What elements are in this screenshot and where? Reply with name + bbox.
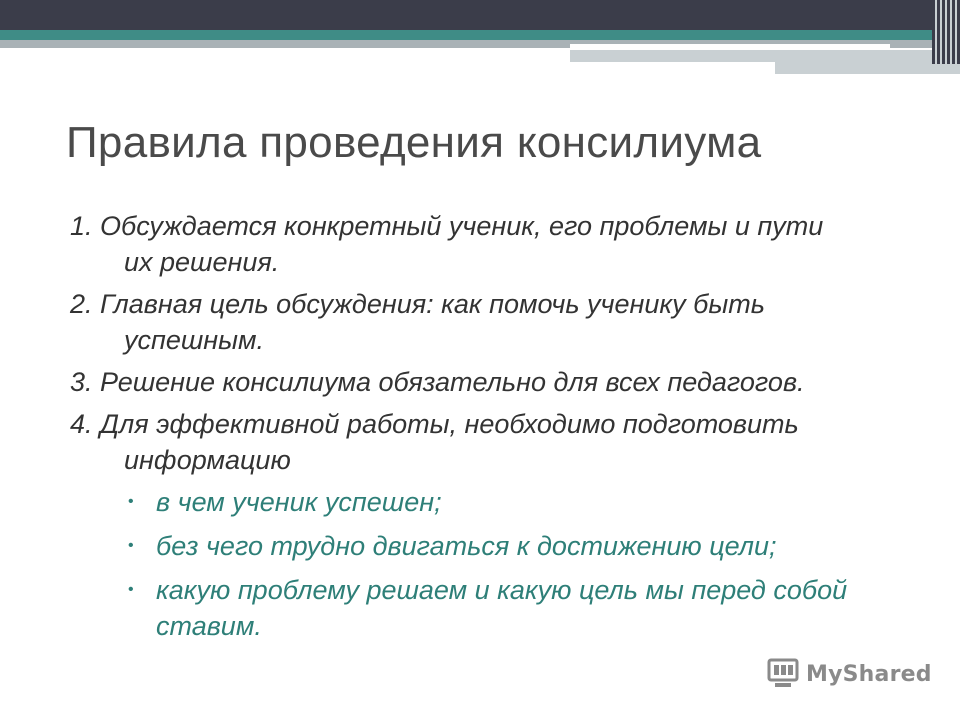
rule-1-line-1: 1. Обсуждается конкретный ученик, его проблемы и пути bbox=[70, 211, 824, 241]
mysahred-logo-icon bbox=[766, 657, 800, 691]
rule-item-2 bbox=[70, 286, 940, 358]
rule-item-3 bbox=[70, 364, 940, 400]
bullet-text: какую проблему решаем и какую цель мы перед собой ставим. bbox=[156, 575, 848, 641]
rule-2-line-2: успешным. bbox=[124, 325, 265, 355]
rule-2-line-1: 2. Главная цель обсуждения: как помочь ученику быть bbox=[70, 289, 765, 319]
info-bullet-item bbox=[128, 484, 940, 520]
rule-4-line-2: информацию bbox=[124, 445, 291, 475]
bullet-text: без чего трудно двигаться к достижению цели; bbox=[156, 531, 777, 561]
bullet-icon: • bbox=[128, 581, 134, 598]
rule-item-4 bbox=[70, 406, 940, 478]
info-bullet-item bbox=[128, 528, 940, 564]
info-bullet-list bbox=[70, 484, 940, 644]
rule-3-line-1: 3. Решение консилиума обязательно для всех педагогов. bbox=[70, 367, 805, 397]
mysahred-watermark bbox=[766, 654, 932, 694]
header-side-lines bbox=[932, 0, 960, 64]
rule-1-line-2: их решения. bbox=[124, 247, 280, 277]
rule-item-1 bbox=[70, 208, 940, 280]
rules-list bbox=[70, 208, 940, 652]
header-dark-bar bbox=[0, 0, 960, 30]
info-bullet-item bbox=[128, 572, 940, 644]
bullet-text: в чем ученик успешен; bbox=[156, 487, 442, 517]
header-teal-band bbox=[0, 30, 960, 40]
bullet-icon: • bbox=[128, 493, 134, 510]
rule-4-line-1: 4. Для эффективной работы, необходимо подготовить bbox=[70, 409, 799, 439]
bullet-icon: • bbox=[128, 537, 134, 554]
watermark-text: MyShared bbox=[806, 661, 932, 687]
header-step-white-2 bbox=[570, 62, 775, 66]
slide-title: Правила проведения консилиума bbox=[66, 118, 762, 167]
